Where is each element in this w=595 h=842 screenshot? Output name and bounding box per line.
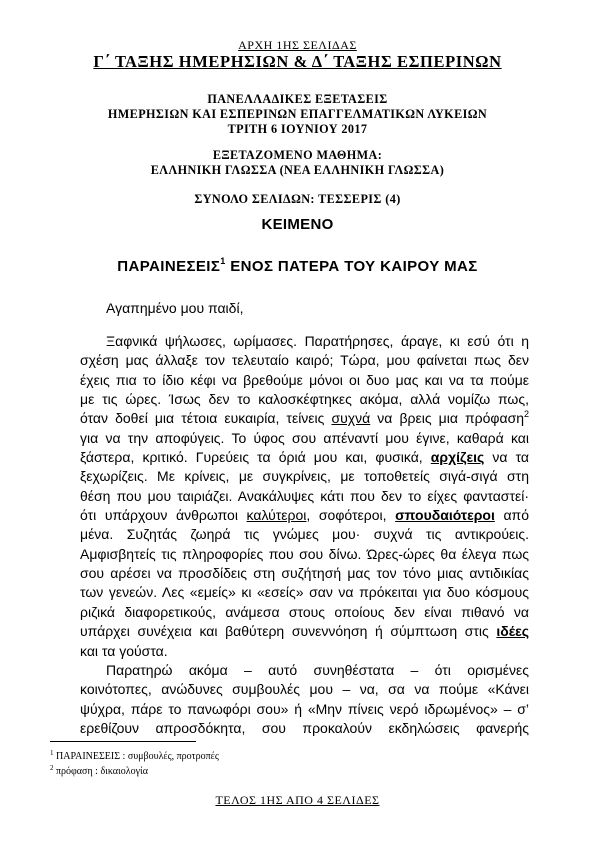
exam-date: ΤΡΙΤΗ 6 ΙΟΥΝΙΟΥ 2017 [227, 122, 368, 136]
subject-label: ΕΞΕΤΑΖΟΜΕΝΟ ΜΑΘΗΜΑ: [212, 148, 383, 162]
bold-underlined-word: σπουδαιότεροι [395, 507, 495, 524]
body-line: με τις ώρες. Ίσως δεν το καλοσκέφτηκες ακόμα, αλλά νομίζω πως, [80, 391, 529, 408]
bold-underlined-word: αρχίζεις [430, 449, 485, 466]
body-line: Αμφισβητείς τις πληροφορίες που σου δίνω. Ώρες-ώρες θα έλεγα πως [80, 545, 529, 562]
body-line: σου αρέσει να προσδίδεις στη συζήτησή μας τον τόνο μιας αντιδικίας [80, 565, 529, 582]
body-line: για να την αποφύγεις. Το ύφος σου απέναντί μου έγινε, καθαρά και [80, 429, 529, 446]
body-line: Παρατηρώ ακόμα – αυτό συνηθέστατα – ότι ορισμένες [106, 661, 529, 678]
underlined-word: συχνά [331, 410, 371, 427]
body-line: ξάστερα, κριτικό. Γυρεύεις τα όριά μου και, φυσικά, αρχίζεις να τα [80, 449, 529, 466]
body-line: σχέση μας άλλαξε τον τελευταίο καιρό; Τώρα, μου φαίνεται πως δεν [80, 352, 529, 369]
body-line: ριζικά διαφορετικούς, ανάμεσα στους οποίους δεν είναι πιθανό να [80, 603, 529, 620]
letter-greeting: Αγαπημένο μου παιδί, [106, 300, 244, 316]
letter-body [80, 332, 529, 738]
exam-line-1: ΠΑΝΕΛΛΑΔΙΚΕΣ ΕΞΕΤΑΣΕΙΣ [207, 92, 388, 106]
body-line: θέση που μου ταιριάζει. Ανακάλυψες κάτι που δεν το είχες φανταστεί· [80, 487, 529, 504]
body-line: ερεθίζουν απροσδόκητα, σου προκαλούν εκδηλώσεις φανερής [80, 719, 529, 736]
footnote-ref-1: 1 [220, 256, 226, 266]
footnote-2: $^2$ πρόφαση : δικαιολογία [50, 764, 148, 777]
body-line: των γενεών. Λες «εμείς» κι «εσείς» σαν να πρόκειται για δυο κόσμους [80, 584, 529, 601]
page-marker-top: ΑΡΧΗ 1ΗΣ ΣΕΛΙΔΑΣ [238, 38, 357, 52]
body-line: ψύχρα, πάρε το πανωφόρι σου» ή «Μην πίνεις νερό ιδρωμένος» – σ’ [80, 700, 529, 717]
text-title [0, 256, 595, 275]
footnote-ref-2: 2 [524, 409, 530, 420]
body-line: υπάρχει συνέχεια και βαθύτερη συνεννόηση ή σύμπτωση στις ιδέες [80, 623, 529, 640]
underlined-word: καλύτεροι [246, 507, 307, 524]
document-main-title: Γ΄ ΤΑΞΗΣ ΗΜΕΡΗΣΙΩΝ & Δ΄ ΤΑΞΗΣ ΕΣΠΕΡΙΝΩΝ [93, 52, 502, 71]
body-line: και τα γούστα. [80, 642, 168, 659]
text-title-word: ΠΑΡΑΙΝΕΣΕΙΣ [117, 258, 221, 275]
footnote-1: $^1$ ΠΑΡΑΙΝΕΣΕΙΣ : συμβουλές, προτροπές [50, 749, 219, 762]
text-title-rest: ΕΝΟΣ ΠΑΤΕΡΑ ΤΟΥ ΚΑΙΡΟΥ ΜΑΣ [225, 258, 478, 275]
exam-line-2: ΗΜΕΡΗΣΙΩΝ ΚΑΙ ΕΣΠΕΡΙΝΩΝ ΕΠΑΓΓΕΛΜΑΤΙΚΩΝ ΛΥΚΕΙΩΝ [107, 107, 488, 121]
exam-subject [0, 148, 595, 178]
body-line: Ξαφνικά ψήλωσες, ωρίμασες. Παρατήρησες, άραγε, κι εσύ ότι η [106, 333, 529, 349]
body-line: κοινότοπες, ανώδυνες συμβουλές μου – να, σα να πούμε «Κάνει [80, 681, 529, 698]
section-heading: ΚΕΙΜΕΝΟ [261, 216, 334, 233]
page-marker-bottom: ΤΕΛΟΣ 1ΗΣ ΑΠΟ 4 ΣΕΛΙΔΕΣ [215, 793, 380, 807]
page-count: ΣΥΝΟΛΟ ΣΕΛΙΔΩΝ: ΤΕΣΣΕΡΙΣ (4) [194, 192, 401, 206]
body-line: ξεχωρίζεις. Με κρίνεις, με συγκρίνεις, με τοποθετείς σιγά-σιγά στη [80, 468, 529, 485]
footnote-divider [50, 741, 196, 742]
body-line: μένα. Συζητάς ζωηρά τις γνώμες μου· συχνά τις αντικρούεις. [80, 526, 529, 543]
subject-name: ΕΛΛΗΝΙΚΗ ΓΛΩΣΣΑ (ΝΕΑ ΕΛΛΗΝΙΚΗ ΓΛΩΣΣΑ) [150, 163, 445, 177]
body-line: ότι υπάρχουν άνθρωποι καλύτεροι, σοφότεροι, σπουδαιότεροι από [80, 507, 529, 524]
body-line: όταν δοθεί μια τέτοια ευκαιρία, τείνεις συχνά να βρεις μια πρόφαση$^2$ [80, 409, 530, 427]
exam-info [0, 92, 595, 137]
body-line: έχεις πια το ίδιο κέφι να βρεθούμε μόνοι οι δυο μας και να τα πούμε [80, 371, 529, 388]
bold-underlined-word: ιδέες [496, 623, 529, 640]
